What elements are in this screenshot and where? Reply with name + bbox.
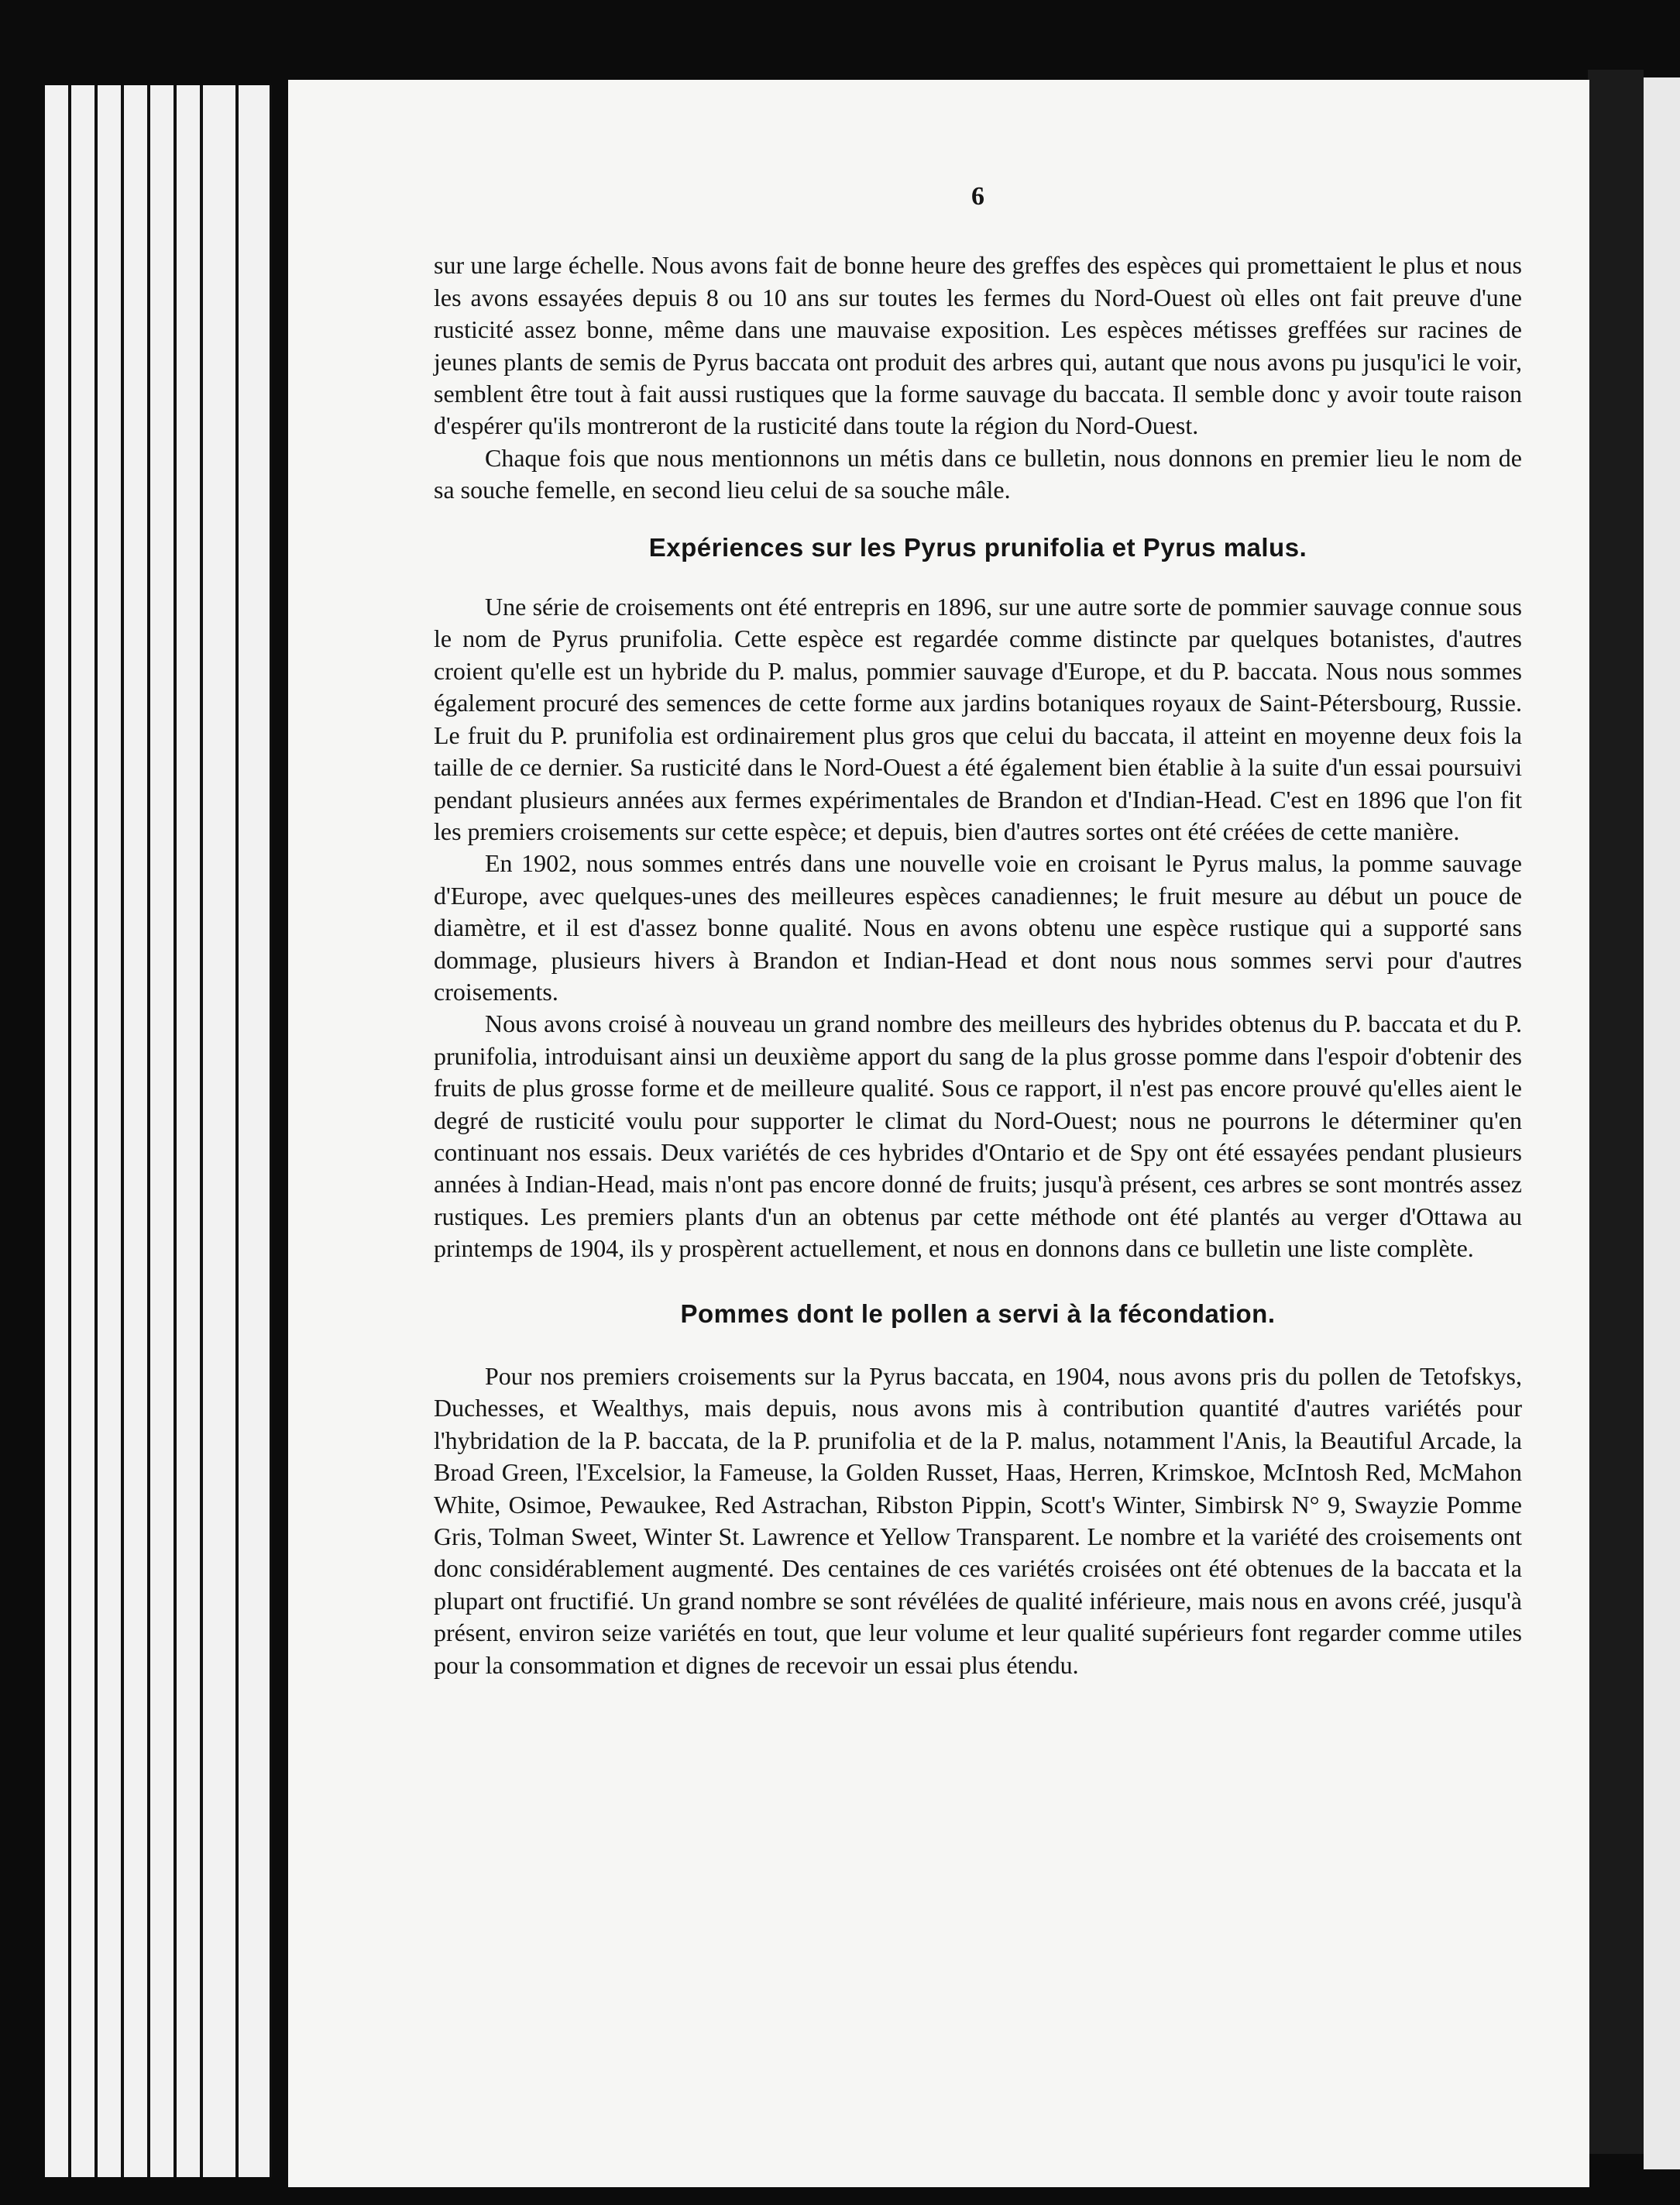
section-heading: Expériences sur les Pyrus prunifolia et Pyrus malus. [648,532,1307,562]
document-page [288,80,1589,2187]
book-gutter-right [1588,70,1644,2154]
paragraph: Nous avons croisé à nouveau un grand nombre des meilleurs des hybrides obtenus du P. baccata et du P. prunifolia, introduisant ainsi un deuxième apport du sang de la plus grosse pomme dans l'espoir d'obtenir des fruits de plus grosse forme et de meilleure qualité. Sous ce rapport, il n'est pas encore prouvé qu'elles aient le degré de rusticité voulu pour supporter le climat du Nord-Ouest; nous ne pourrons le déterminer qu'en continuant nos essais. Deux variétés de ces hybrides d'Ontario et de Spy ont été essayées pendant plusieurs années à Indian-Head, mais n'ont pas encore donné de fruits; jusqu'à présent, ces arbres se sont montrés assez rustiques. Les premiers plants d'un an obtenus par cette méthode ont été plantés au verger d'Ottawa au printemps de 1904, ils y prospèrent actuellement, et nous en donnons dans ce bulletin une liste complète. [434,1010,1522,1263]
paragraph: Chaque fois que nous mentionnons un métis dans ce bulletin, nous donnons en premier lieu le nom de sa souche femelle, en second lieu celui de sa souche mâle. [434,443,1522,504]
paragraph: sur une large échelle. Nous avons fait de bonne heure des greffes des espèces qui promettaient le plus et nous les avons essayées depuis 8 ou 10 ans sur toutes les fermes du Nord-Ouest où elles ont fait preuve d'une rusticité assez bonne, même dans une mauvaise exposition. Les espèces métisses greffées sur racines de jeunes plants de semis de Pyrus baccata ont produit des arbres qui, autant que nous avons pu jusqu'ici le voir, semblent être tout à fait aussi rustiques que la forme sauvage du baccata. Il semble donc y avoir toute raison d'espérer qu'ils montreront de la rusticité dans toute la région du Nord-Ouest. [434,251,1522,440]
page-content [434,181,1522,1681]
page-stack-edge [150,85,176,2177]
page-stack-edge [239,85,272,2177]
page-stack-edge [98,85,123,2177]
paragraph: En 1902, nous sommes entrés dans une nouvelle voie en croisant le Pyrus malus, la pomme sauvage d'Europe, avec quelques-unes des meilleures espèces canadiennes; le fruit mesure au début un pouce de diamètre, et il est d'assez bonne qualité. Nous en avons obtenu une espèce rustique qui a supporté sans dommage, plusieurs hivers à Brandon et Indian-Head et dont nous nous sommes servi pour d'autres croisements. [434,849,1522,1006]
page-number: 6 [971,182,984,211]
page-stack-edge [203,85,238,2177]
facing-page-edge [1644,77,1680,2169]
paragraph: Pour nos premiers croisements sur la Pyrus baccata, en 1904, nous avons pris du pollen de Tetofskys, Duchesses, et Wealthys, mais depuis, nous avons mis à contribution quantité d'autres variétés pour l'hybridation de la P. baccata, de la P. prunifolia et de la P. malus, notamment l'Anis, la Beautiful Arcade, la Broad Green, l'Excelsior, la Fameuse, la Golden Russet, Haas, Herren, Krimskoe, McIntosh Red, McMahon White, Osimoe, Pewaukee, Red Astrachan, Ribston Pippin, Scott's Winter, Simbirsk N° 9, Swayzie Pomme Gris, Tolman Sweet, Winter St. Lawrence et Yellow Transparent. Le nombre et la variété des croisements ont donc considérablement augmenté. Des centaines de ces variétés croisées ont été obtenues de la baccata et la plupart ont fructifié. Un grand nombre se sont révélées de qualité inférieure, mais nous en avons créé, jusqu'à présent, environ seize variétés en tout, que leur volume et leur qualité supérieurs font regarder comme utiles pour la consommation et dignes de recevoir un essai plus étendu. [434,1362,1522,1679]
section-heading: Pommes dont le pollen a servi à la fécondation. [680,1299,1276,1328]
page-stack-edge [124,85,149,2177]
page-stack-edge [177,85,202,2177]
page-stack-edge [71,85,97,2177]
paragraph: Une série de croisements ont été entrepris en 1896, sur une autre sorte de pommier sauvage connue sous le nom de Pyrus prunifolia. Cette espèce est regardée comme distincte par quelques botanistes, d'autres croient qu'elle est un hybride du P. malus, pommier sauvage d'Europe, et du P. baccata. Nous nous sommes également procuré des semences de cette forme aux jardins botaniques royaux de Saint-Pétersbourg, Russie. Le fruit du P. prunifolia est ordinairement plus gros que celui du baccata, il atteint en moyenne deux fois la taille de ce dernier. Sa rusticité dans le Nord-Ouest a été également bien établie à la suite d'un essai poursuivi pendant plusieurs années aux fermes expérimentales de Brandon et d'Indian-Head. C'est en 1896 que l'on fit les premiers croisements sur cette espèce; et depuis, bien d'autres sortes ont été créées de cette manière. [434,593,1522,845]
page-stack-edge [45,85,70,2177]
